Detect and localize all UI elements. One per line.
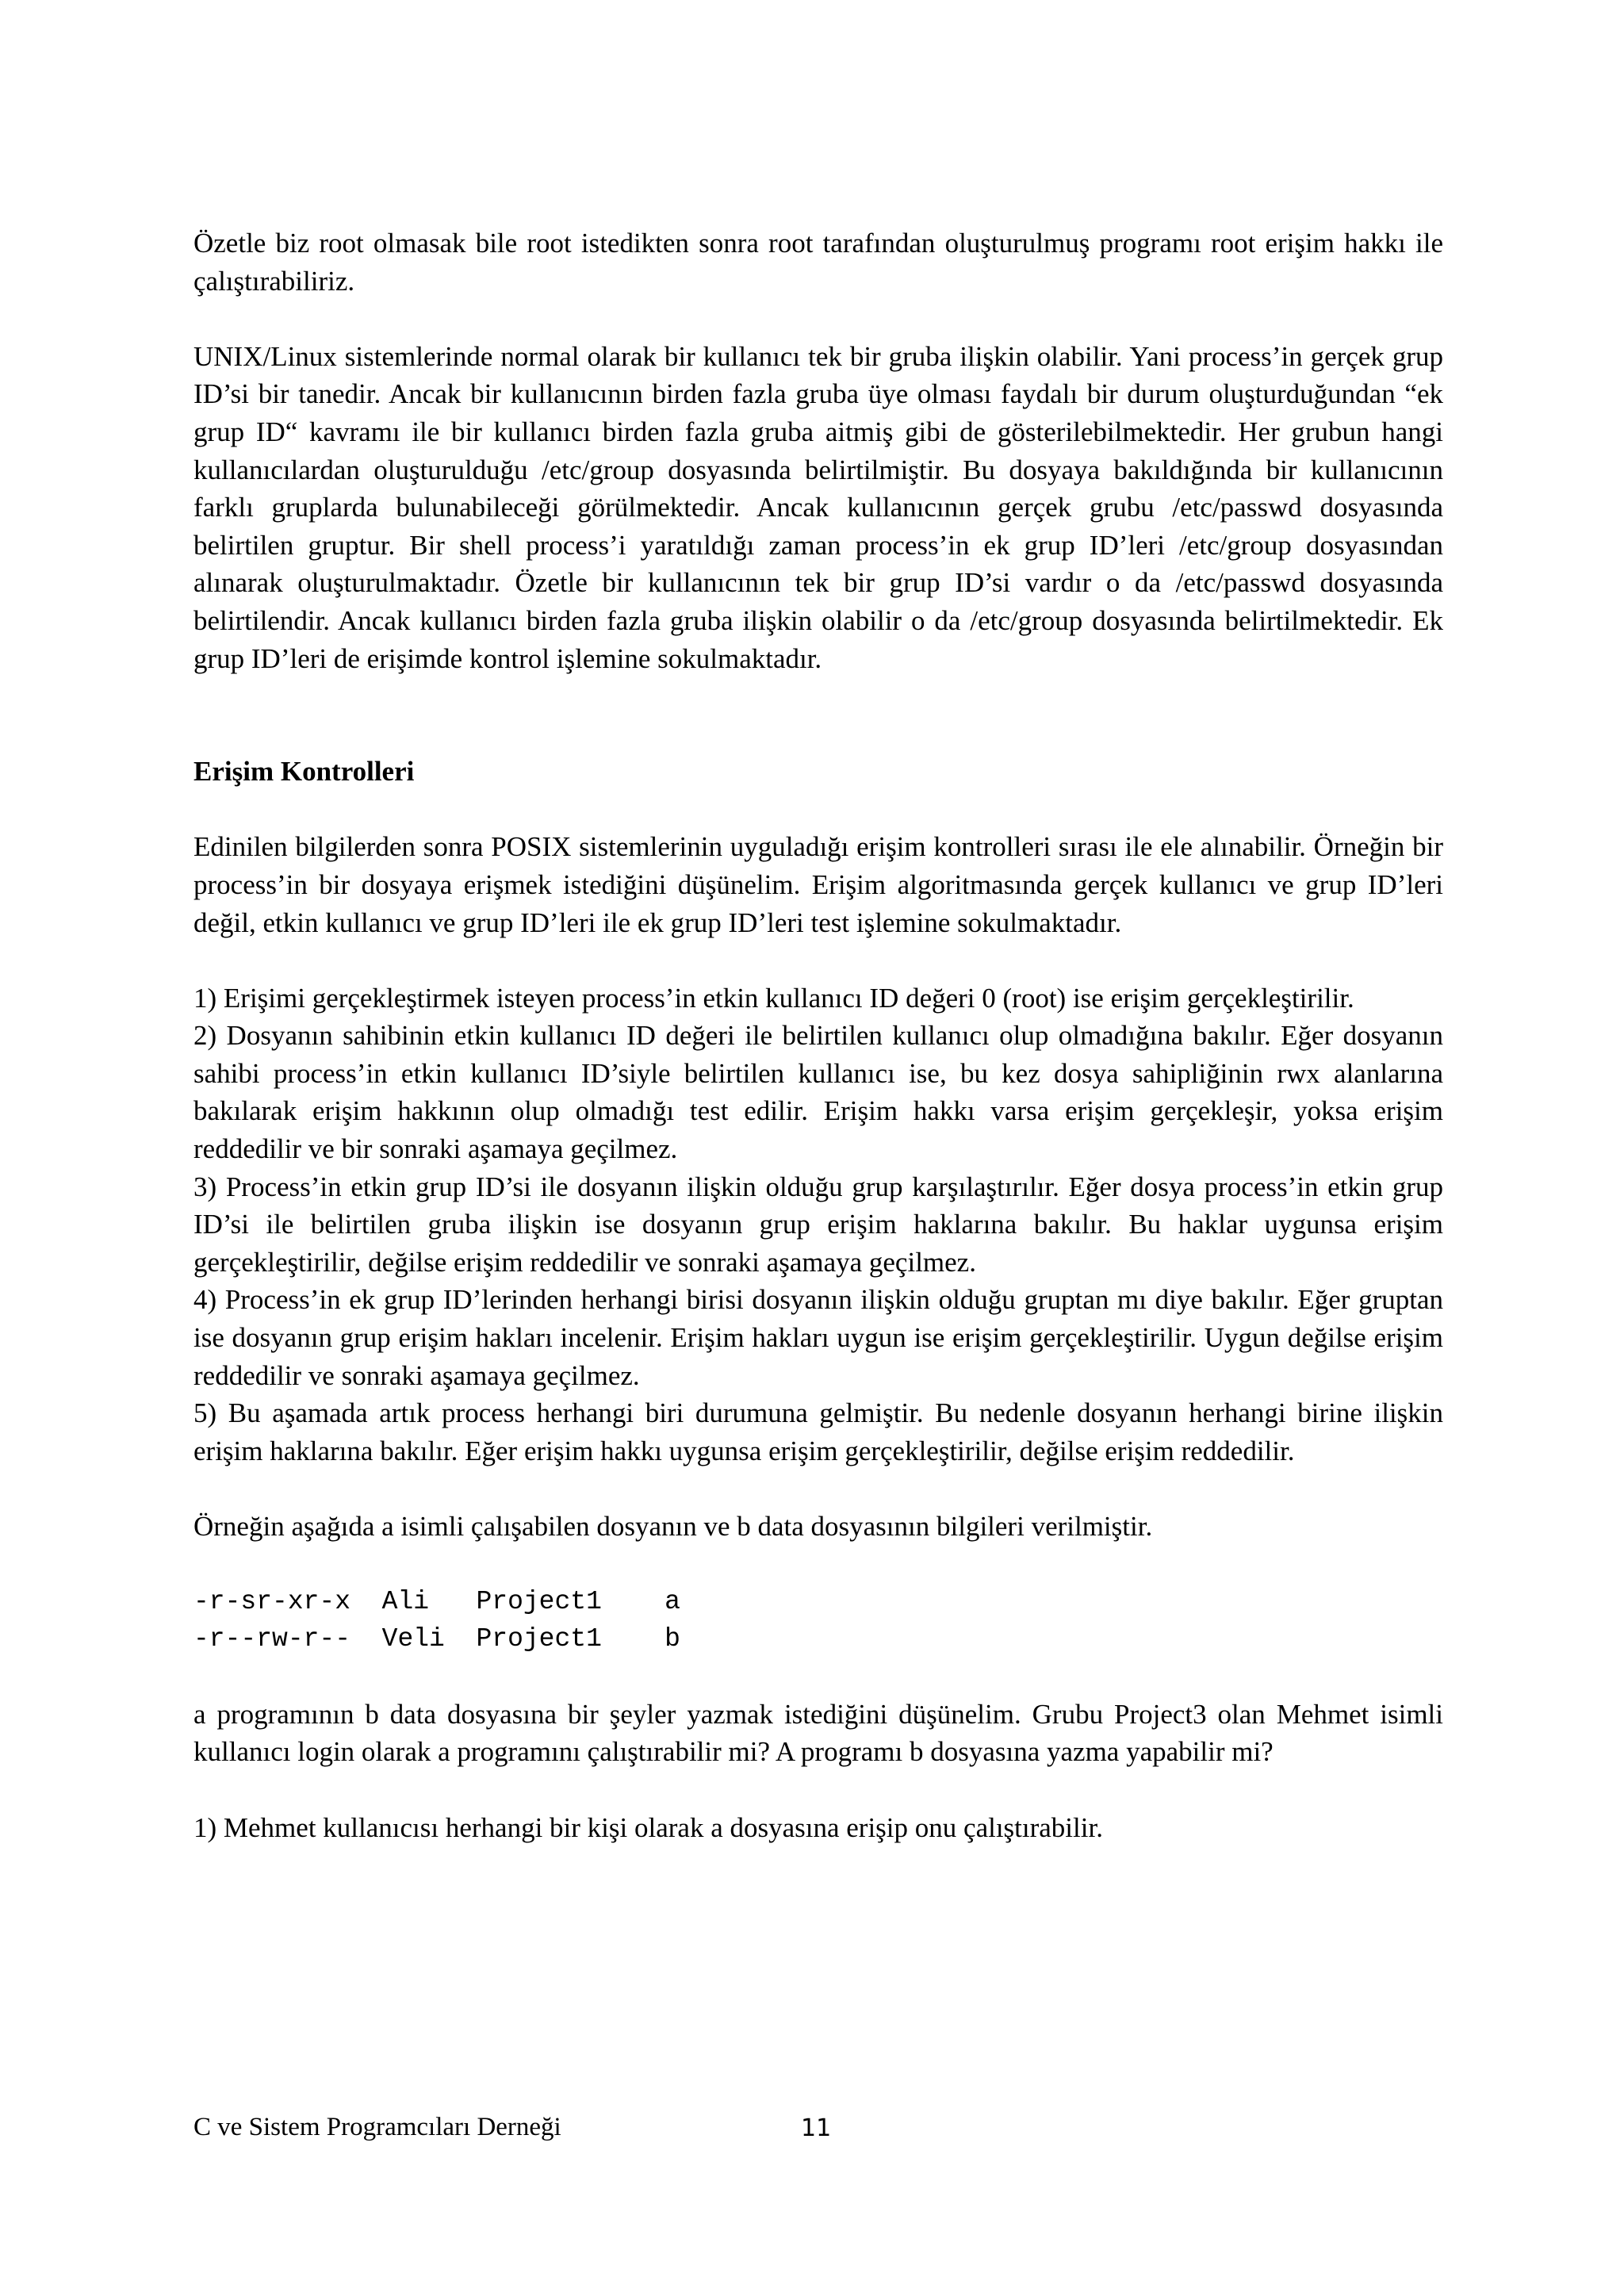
spacer: [193, 1771, 1443, 1809]
code-line-b: -r--rw-r-- Veli Project1 b: [193, 1624, 680, 1654]
code-line-a: -r-sr-xr-x Ali Project1 a: [193, 1587, 680, 1617]
access-rule-2: 2) Dosyanın sahibinin etkin kullanıcı ID değeri ile belirtilen kullanıcı olup olmadığına bakılır. Eğer dosyanın sahibi process’in etkin kullanıcı ID’siyle belirtilen kullanıcı ise, bu kez dosya sahipliğinin rwx alanlarına bakılarak erişim hakkının olup olmadığı test edilir. Erişim hakkı varsa erişim gerçekleşir, yoksa erişim reddedilir ve bir sonraki aşamaya geçilmez.: [193, 1020, 1443, 1165]
access-rule-1: 1) Erişimi gerçekleştirmek isteyen process’in etkin kullanıcı ID değeri 0 (root) ise erişim gerçekleştirilir.: [193, 982, 1354, 1014]
access-rule-5: 5) Bu aşamada artık process herhangi biri durumuna gelmiştir. Bu nedenle dosyanın herhangi birine ilişkin erişim haklarına bakılır. Eğer erişim hakkı uygunsa erişim gerçekleştirilir, değilse erişim reddedilir.: [193, 1397, 1443, 1466]
paragraph-access-intro: Edinilen bilgilerden sonra POSIX sistemlerinin uyguladığı erişim kontrolleri sırası ile ele alınabilir. Örneğin bir process’in bir dosyaya erişmek istediğini düşünelim. Erişim algoritmasında gerçek kullanıcı ve grup ID’leri değil, etkin kullanıcı ve grup ID’leri ile ek grup ID’leri test işlemine sokulmaktadır.: [193, 831, 1443, 938]
paragraph-answer-1: 1) Mehmet kullanıcısı herhangi bir kişi olarak a dosyasına erişip onu çalıştırabilir.: [193, 1811, 1103, 1843]
spacer: [193, 941, 1443, 979]
access-rule-3: 3) Process’in etkin grup ID’si ile dosyanın ilişkin olduğu grup karşılaştırılır. Eğer dosya process’in etkin grup ID’si ile belirtilen gruba ilişkin ise dosyanın grup erişim haklarına bakılır. Bu haklar uygunsa erişim gerçekleştirilir, değilse erişim reddedilir ve sonraki aşamaya geçilmez.: [193, 1171, 1443, 1278]
spacer: [193, 677, 1443, 753]
paragraph-root-summary: Özetle biz root olmasak bile root istedikten sonra root tarafından oluşturulmuş programı root erişim hakkı ile çalıştırabiliriz.: [193, 228, 1443, 297]
section-heading: Erişim Kontrolleri: [193, 756, 415, 788]
spacer: [193, 1470, 1443, 1508]
footer-organization: C ve Sistem Programcıları Derneği: [193, 2113, 561, 2141]
paragraph-group-ids: UNIX/Linux sistemlerinde normal olarak bir kullanıcı tek bir gruba ilişkin olabilir. Yani process’in gerçek grup ID’si bir tanedir. Ancak bir kullanıcının birden fazla gruba üye olması faydalı bir durum oluşturduğundan “ek grup ID“ kavramı ile bir kullanıcı birden fazla gruba aitmiş gibi de gösterilebilmektedir. Her grubun hangi kullanıcılardan oluşturulduğu /etc/group dosyasında belirtilmiştir. Bu dosyaya bakıldığında bir kullanıcının farklı gruplarda bulunabileceği görülmektedir. Ancak kullanıcının gerçek grubu /etc/passwd dosyasında belirtilen gruptur. Bir shell process’i yaratıldığı zaman process’in ek grup ID’leri /etc/group dosyasından alınarak oluşturulmaktadır. Özetle bir kullanıcının tek bir grup ID’si vardır o da /etc/passwd dosyasında belirtilendir. Ancak kullanıcı birden fazla gruba ilişkin olabilir o da /etc/group dosyasında belirtilmektedir. Ek grup ID’leri de erişimde kontrol işlemine sokulmaktadır.: [193, 340, 1443, 674]
spacer: [193, 791, 1443, 829]
spacer: [193, 1546, 1443, 1584]
document-body: [193, 224, 1443, 1846]
spacer: [193, 1658, 1443, 1696]
paragraph-example-question: a programının b data dosyasına bir şeyler yazmak istediğini düşünelim. Grubu Project3 olan Mehmet isimli kullanıcı login olarak a programını çalıştırabilir mi? A programı b dosyasına yazma yapabilir mi?: [193, 1698, 1443, 1768]
spacer: [193, 300, 1443, 338]
paragraph-example-intro: Örneğin aşağıda a isimli çalışabilen dosyanın ve b data dosyasının bilgileri verilmiştir.: [193, 1511, 1153, 1542]
access-rule-4: 4) Process’in ek grup ID’lerinden herhangi birisi dosyanın ilişkin olduğu gruptan mı diye bakılır. Eğer gruptan ise dosyanın grup erişim hakları incelenir. Erişim hakları uygun ise erişim gerçekleştirilir. Uygun değilse erişim reddedilir ve sonraki aşamaya geçilmez.: [193, 1284, 1443, 1391]
page-number: 11: [801, 2114, 832, 2142]
